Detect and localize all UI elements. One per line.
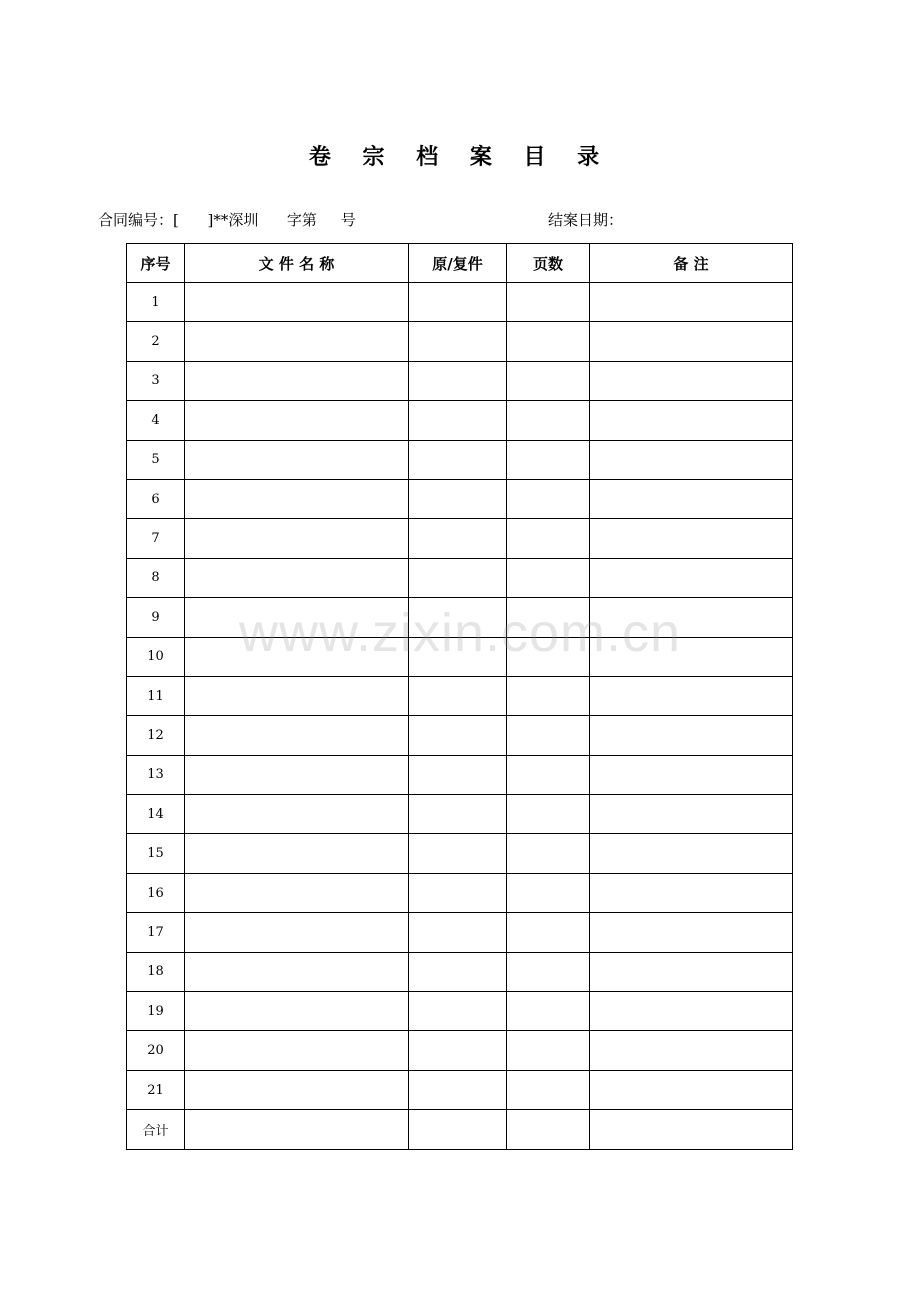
file-name-cell xyxy=(185,873,409,912)
page-count-cell xyxy=(507,283,590,322)
table-row xyxy=(127,716,793,755)
table-row xyxy=(127,676,793,715)
serial-cell: 8 xyxy=(127,558,185,597)
table-row xyxy=(127,361,793,400)
original-copy-cell xyxy=(409,755,507,794)
file-name-cell xyxy=(185,479,409,518)
serial-cell: 18 xyxy=(127,952,185,991)
remarks-cell xyxy=(590,992,793,1031)
original-copy-cell xyxy=(409,558,507,597)
table-header-row xyxy=(127,244,793,283)
table-row xyxy=(127,558,793,597)
serial-cell: 5 xyxy=(127,440,185,479)
table-row xyxy=(127,834,793,873)
table-row xyxy=(127,873,793,912)
page-count-cell xyxy=(507,1110,590,1149)
file-name-cell xyxy=(185,755,409,794)
file-name-cell xyxy=(185,1070,409,1109)
table-row xyxy=(127,913,793,952)
table-row xyxy=(127,1070,793,1109)
file-name-cell xyxy=(185,440,409,479)
original-copy-cell xyxy=(409,440,507,479)
page-count-cell xyxy=(507,558,590,597)
remarks-cell xyxy=(590,283,793,322)
page-count-cell xyxy=(507,992,590,1031)
file-name-cell xyxy=(185,519,409,558)
remarks-cell xyxy=(590,519,793,558)
page-count-cell xyxy=(507,913,590,952)
remarks-cell xyxy=(590,637,793,676)
file-name-cell xyxy=(185,913,409,952)
page-count-cell xyxy=(507,834,590,873)
table-row xyxy=(127,519,793,558)
original-copy-cell xyxy=(409,834,507,873)
table-row xyxy=(127,401,793,440)
original-copy-cell xyxy=(409,1110,507,1149)
serial-cell: 4 xyxy=(127,401,185,440)
remarks-cell xyxy=(590,479,793,518)
remarks-cell xyxy=(590,873,793,912)
file-name-cell xyxy=(185,401,409,440)
file-name-cell xyxy=(185,716,409,755)
remarks-cell xyxy=(590,440,793,479)
remarks-cell xyxy=(590,1070,793,1109)
file-name-cell xyxy=(185,676,409,715)
original-copy-cell xyxy=(409,283,507,322)
file-name-cell xyxy=(185,637,409,676)
remarks-cell xyxy=(590,322,793,361)
page-count-cell xyxy=(507,873,590,912)
page-count-cell xyxy=(507,361,590,400)
serial-cell: 10 xyxy=(127,637,185,676)
original-copy-cell xyxy=(409,1070,507,1109)
remarks-cell xyxy=(590,1110,793,1149)
serial-cell: 21 xyxy=(127,1070,185,1109)
original-copy-cell xyxy=(409,913,507,952)
original-copy-cell xyxy=(409,598,507,637)
total-row xyxy=(127,1110,793,1149)
original-copy-cell xyxy=(409,361,507,400)
file-name-cell xyxy=(185,1031,409,1070)
serial-cell: 1 xyxy=(127,283,185,322)
original-copy-cell xyxy=(409,322,507,361)
table-row xyxy=(127,322,793,361)
file-name-cell xyxy=(185,795,409,834)
table-row xyxy=(127,598,793,637)
page-count-cell xyxy=(507,755,590,794)
page-count-cell xyxy=(507,952,590,991)
table-row xyxy=(127,283,793,322)
original-copy-cell xyxy=(409,479,507,518)
remarks-cell xyxy=(590,952,793,991)
table-row xyxy=(127,795,793,834)
original-copy-cell xyxy=(409,1031,507,1070)
original-copy-cell xyxy=(409,676,507,715)
file-name-cell xyxy=(185,283,409,322)
serial-cell: 15 xyxy=(127,834,185,873)
remarks-cell xyxy=(590,755,793,794)
original-copy-cell xyxy=(409,952,507,991)
original-copy-cell xyxy=(409,716,507,755)
page-count-cell xyxy=(507,479,590,518)
file-name-cell xyxy=(185,558,409,597)
page-count-cell xyxy=(507,440,590,479)
serial-cell: 13 xyxy=(127,755,185,794)
page-count-cell xyxy=(507,322,590,361)
serial-cell: 14 xyxy=(127,795,185,834)
file-name-cell xyxy=(185,834,409,873)
document-title: 卷 宗 档 案 目 录 xyxy=(308,145,612,170)
header-serial: 序号 xyxy=(127,244,185,283)
closing-date-label: 结案日期： xyxy=(548,211,624,229)
header-original-copy: 原/复件 xyxy=(409,244,507,283)
remarks-cell xyxy=(590,795,793,834)
original-copy-cell xyxy=(409,795,507,834)
table-row xyxy=(127,637,793,676)
original-copy-cell xyxy=(409,519,507,558)
file-name-cell xyxy=(185,992,409,1031)
file-name-cell xyxy=(185,1110,409,1149)
original-copy-cell xyxy=(409,873,507,912)
file-name-cell xyxy=(185,952,409,991)
serial-cell: 20 xyxy=(127,1031,185,1070)
page-count-cell xyxy=(507,676,590,715)
page-count-cell xyxy=(507,401,590,440)
serial-cell: 11 xyxy=(127,676,185,715)
contract-number-label: 合同编号：[ ]**深圳 字第 号 xyxy=(98,211,356,229)
original-copy-cell xyxy=(409,637,507,676)
remarks-cell xyxy=(590,598,793,637)
page-count-cell xyxy=(507,716,590,755)
page-count-cell xyxy=(507,519,590,558)
serial-cell: 9 xyxy=(127,598,185,637)
header-file-name: 文 件 名 称 xyxy=(185,244,409,283)
table-row xyxy=(127,1031,793,1070)
page-count-cell xyxy=(507,1070,590,1109)
serial-cell: 19 xyxy=(127,992,185,1031)
remarks-cell xyxy=(590,834,793,873)
page-count-cell xyxy=(507,795,590,834)
serial-cell: 16 xyxy=(127,873,185,912)
remarks-cell xyxy=(590,913,793,952)
remarks-cell xyxy=(590,716,793,755)
remarks-cell xyxy=(590,361,793,400)
table-row xyxy=(127,479,793,518)
serial-cell: 合计 xyxy=(127,1110,185,1149)
file-name-cell xyxy=(185,361,409,400)
remarks-cell xyxy=(590,558,793,597)
serial-cell: 3 xyxy=(127,361,185,400)
watermark: www.zixin.com.cn xyxy=(238,603,682,663)
table-row xyxy=(127,952,793,991)
page-count-cell xyxy=(507,1031,590,1070)
serial-cell: 12 xyxy=(127,716,185,755)
remarks-cell xyxy=(590,676,793,715)
original-copy-cell xyxy=(409,401,507,440)
remarks-cell xyxy=(590,401,793,440)
serial-cell: 2 xyxy=(127,322,185,361)
header-remarks: 备 注 xyxy=(590,244,793,283)
serial-cell: 6 xyxy=(127,479,185,518)
page-count-cell xyxy=(507,598,590,637)
header-page-count: 页数 xyxy=(507,244,590,283)
file-name-cell xyxy=(185,598,409,637)
table-row xyxy=(127,755,793,794)
serial-cell: 17 xyxy=(127,913,185,952)
page-count-cell xyxy=(507,637,590,676)
table-row xyxy=(127,440,793,479)
file-name-cell xyxy=(185,322,409,361)
serial-cell: 7 xyxy=(127,519,185,558)
original-copy-cell xyxy=(409,992,507,1031)
file-catalog-table xyxy=(126,243,793,1150)
remarks-cell xyxy=(590,1031,793,1070)
table-row xyxy=(127,992,793,1031)
